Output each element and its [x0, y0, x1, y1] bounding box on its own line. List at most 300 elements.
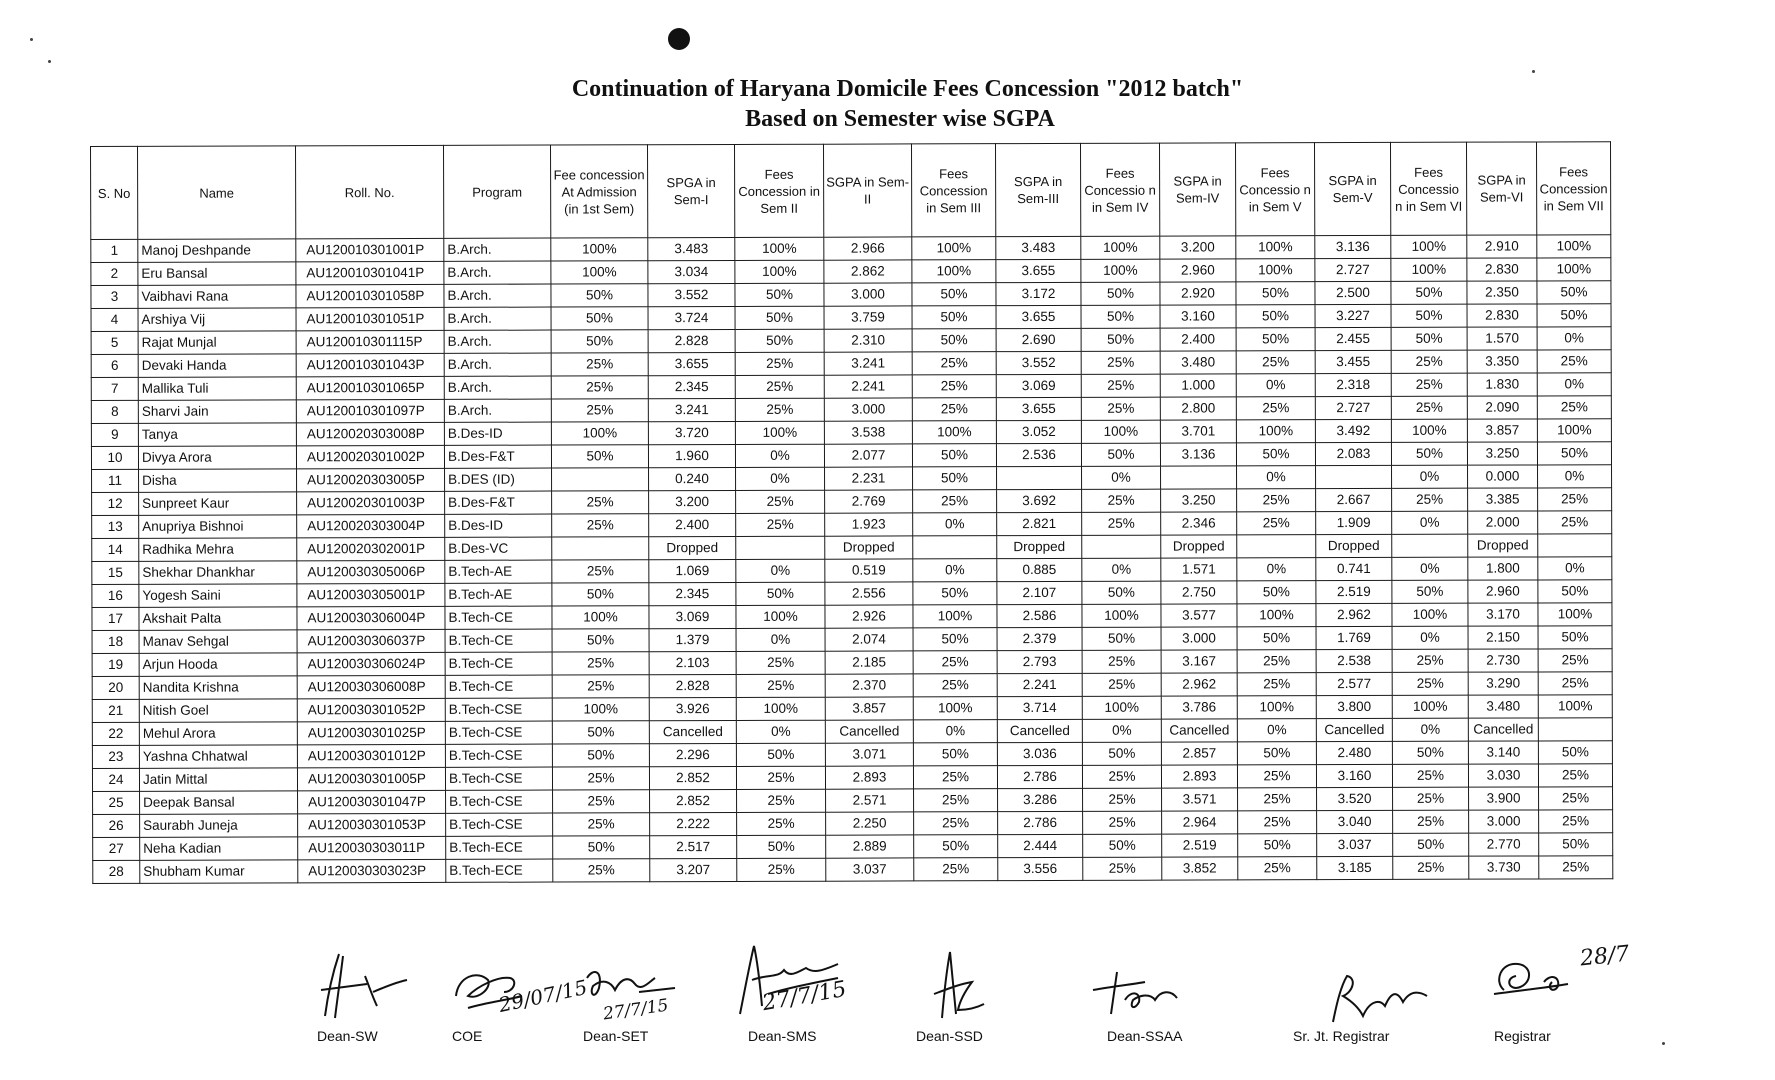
sgpa-sem6-cell: 3.140 [1468, 741, 1538, 764]
column-header: Fees Concession in Sem VII [1536, 142, 1610, 235]
sgpa-sem5-cell: 3.227 [1315, 304, 1391, 327]
program-cell: B.Arch. [444, 238, 551, 261]
sgpa-sem5-cell: 2.083 [1315, 442, 1391, 465]
sgpa-sem4-cell: 3.852 [1162, 857, 1238, 880]
roll-number-cell: AU120030305006P [297, 560, 445, 583]
concession-sem6-cell: 50% [1391, 327, 1467, 350]
concession-sem7-cell: 25% [1538, 511, 1612, 534]
roll-number-cell: AU120030306004P [297, 606, 445, 629]
concession-sem7-cell: 25% [1538, 649, 1612, 672]
concession-sem4-cell: 50% [1082, 581, 1161, 604]
signature-date: 28/7 [1578, 941, 1631, 972]
sgpa-sem6-cell: 3.730 [1469, 856, 1539, 879]
concession-sem2-cell: 50% [736, 582, 825, 605]
sgpa-sem4-cell: 3.577 [1161, 604, 1237, 627]
concession-sem2-cell: 25% [737, 812, 826, 835]
sgpa-sem2-cell: 3.071 [825, 743, 913, 766]
sgpa-sem4-cell: 3.160 [1160, 305, 1236, 328]
name-cell: Mallika Tuli [138, 377, 296, 400]
admission-concession-cell [552, 468, 649, 491]
sgpa-sem5-cell: 2.727 [1315, 258, 1391, 281]
concession-sem3-cell: 50% [914, 835, 998, 858]
concession-sem6-cell: 25% [1392, 488, 1468, 511]
name-cell: Yogesh Saini [139, 584, 297, 607]
concession-sem7-cell: 100% [1537, 419, 1611, 442]
sgpa-sem3-cell: 3.036 [997, 742, 1082, 765]
concession-sem3-cell: 50% [913, 582, 997, 605]
sgpa-sem6-cell: 2.730 [1468, 649, 1538, 672]
concession-sem6-cell: 50% [1392, 580, 1468, 603]
concession-sem7-cell: 50% [1538, 626, 1612, 649]
sgpa-sem3-cell: 2.379 [997, 627, 1082, 650]
program-cell: B.Des-ID [445, 514, 552, 537]
sgpa-sem3-cell: 2.536 [996, 443, 1081, 466]
concession-sem6-cell: 25% [1391, 350, 1467, 373]
roll-number-cell: AU120020303008P [296, 422, 444, 445]
sgpa-sem6-cell: 2.090 [1467, 396, 1537, 419]
concession-sem4-cell: 25% [1082, 489, 1161, 512]
sgpa-sem5-cell: 1.769 [1316, 626, 1392, 649]
sgpa-sem3-cell: Cancelled [997, 719, 1082, 742]
concession-sem2-cell: 25% [737, 789, 826, 812]
signature-label: Dean-SW [317, 1028, 378, 1044]
sgpa-sem4-cell: 3.167 [1161, 650, 1237, 673]
sgpa-sem5-cell: 3.520 [1317, 787, 1393, 810]
admission-concession-cell: 25% [552, 491, 649, 514]
sgpa-sem3-cell: 2.786 [998, 811, 1083, 834]
sgpa-sem2-cell: 2.310 [824, 329, 912, 352]
sgpa-sem1-cell: 2.345 [648, 375, 735, 398]
roll-number-cell: AU120020303005P [297, 468, 445, 491]
concession-sem5-cell: 100% [1237, 604, 1316, 627]
sgpa-sem2-cell: 3.037 [826, 858, 914, 881]
serial-cell: 9 [91, 423, 138, 446]
column-header: SGPA in Sem-IV [1159, 143, 1235, 236]
concession-sem6-cell: 50% [1391, 281, 1467, 304]
signature-dean-set [583, 995, 670, 1044]
serial-cell: 8 [91, 400, 138, 423]
concession-sem5-cell: 25% [1236, 351, 1315, 374]
concession-sem5-cell: 25% [1238, 857, 1317, 880]
admission-concession-cell: 50% [552, 583, 649, 606]
sgpa-sem1-cell: 2.852 [650, 789, 737, 812]
signature-label: Dean-SMS [748, 1028, 817, 1044]
concession-sem4-cell: 25% [1081, 351, 1160, 374]
sgpa-sem6-cell: 2.960 [1468, 580, 1538, 603]
sgpa-sem3-cell: 2.241 [997, 673, 1082, 696]
signature-scribble-icon [307, 946, 417, 1026]
sgpa-sem4-cell: Cancelled [1161, 719, 1237, 742]
program-cell: B.Tech-AE [445, 583, 552, 606]
concession-sem4-cell: 50% [1082, 742, 1161, 765]
ink-blot-mark [668, 28, 690, 50]
concession-sem3-cell: 25% [913, 674, 997, 697]
sgpa-sem4-cell: 2.960 [1160, 259, 1236, 282]
concession-sem5-cell: 50% [1236, 328, 1315, 351]
roll-number-cell: AU120030306024P [297, 652, 445, 675]
roll-number-cell: AU120010301065P [296, 376, 444, 399]
sgpa-sem2-cell: 2.862 [824, 260, 912, 283]
concession-sem7-cell: 0% [1537, 373, 1611, 396]
concession-sem6-cell: 25% [1392, 649, 1468, 672]
sgpa-sem3-cell: 0.885 [997, 558, 1082, 581]
sgpa-sem2-cell: 2.769 [825, 490, 913, 513]
sgpa-sem6-cell: 3.000 [1469, 810, 1539, 833]
name-cell: Manoj Deshpande [138, 239, 296, 262]
sgpa-sem3-cell: 3.714 [997, 696, 1082, 719]
concession-sem2-cell: 25% [736, 490, 825, 513]
concession-sem5-cell: 0% [1237, 719, 1316, 742]
concession-sem6-cell: 25% [1393, 856, 1469, 879]
admission-concession-cell: 50% [551, 330, 648, 353]
sgpa-sem1-cell: 3.200 [649, 490, 736, 513]
sgpa-sem5-cell: 2.538 [1316, 649, 1392, 672]
roll-number-cell: AU120030301053P [298, 813, 446, 836]
sgpa-sem5-cell: Cancelled [1316, 718, 1392, 741]
concession-sem3-cell: 25% [912, 398, 996, 421]
signature-label: Registrar [1494, 1028, 1551, 1044]
sgpa-sem5-cell: 0.741 [1316, 557, 1392, 580]
sgpa-sem3-cell [997, 466, 1082, 489]
serial-cell: 3 [91, 285, 138, 308]
sgpa-sem2-cell: 2.556 [825, 582, 913, 605]
program-cell: B.Arch. [444, 261, 551, 284]
sgpa-sem2-cell: 2.926 [825, 605, 913, 628]
sgpa-sem3-cell: 2.786 [997, 765, 1082, 788]
document-subtitle: Based on Semester wise SGPA [745, 106, 1055, 132]
sgpa-sem2-cell: 3.000 [824, 283, 912, 306]
sgpa-sem3-cell: 3.556 [998, 857, 1083, 880]
name-cell: Neha Kadian [140, 837, 298, 860]
admission-concession-cell: 25% [552, 560, 649, 583]
concession-sem2-cell: 25% [736, 674, 825, 697]
sgpa-sem1-cell: Dropped [649, 536, 736, 559]
admission-concession-cell: 25% [553, 859, 650, 882]
concession-sem2-cell: 25% [736, 513, 825, 536]
sgpa-sem1-cell: 2.222 [650, 812, 737, 835]
serial-cell: 6 [91, 354, 138, 377]
concession-sem6-cell: 0% [1392, 718, 1468, 741]
concession-sem5-cell: 50% [1237, 627, 1316, 650]
signature-sr-jt-registrar [1293, 1028, 1389, 1044]
sgpa-sem3-cell: 2.690 [996, 328, 1081, 351]
signature-date: 29/07/15 [496, 974, 590, 1018]
concession-sem3-cell: 50% [912, 283, 996, 306]
roll-number-cell: AU120010301041P [296, 261, 444, 284]
sgpa-sem4-cell: 2.800 [1160, 397, 1236, 420]
signature-coe [452, 974, 590, 1044]
sgpa-sem3-cell: 3.069 [996, 374, 1081, 397]
concession-sem4-cell: 0% [1082, 558, 1161, 581]
signature-dean-ssd [916, 1028, 983, 1044]
roll-number-cell: AU120010301001P [296, 238, 444, 261]
sgpa-sem2-cell: 2.074 [825, 628, 913, 651]
sgpa-sem2-cell: 2.571 [826, 789, 914, 812]
concession-sem7-cell: 50% [1537, 442, 1611, 465]
roll-number-cell: AU120030303011P [298, 836, 446, 859]
sgpa-sem1-cell: 1.379 [649, 628, 736, 651]
sgpa-sem6-cell: 2.910 [1467, 235, 1537, 258]
signature-label: Sr. Jt. Registrar [1293, 1028, 1390, 1044]
admission-concession-cell: 50% [552, 744, 649, 767]
sgpa-sem1-cell: 2.828 [649, 674, 736, 697]
concession-sem7-cell: 25% [1539, 810, 1613, 833]
sgpa-sem6-cell: 3.857 [1467, 419, 1537, 442]
sgpa-sem6-cell: 2.770 [1469, 833, 1539, 856]
concession-sem6-cell: 50% [1393, 833, 1469, 856]
concession-sem6-cell: 100% [1391, 419, 1467, 442]
admission-concession-cell: 50% [552, 721, 649, 744]
name-cell: Disha [139, 469, 297, 492]
concession-sem5-cell: 25% [1237, 512, 1316, 535]
concession-sem5-cell: 50% [1238, 834, 1317, 857]
concession-sem7-cell: 0% [1538, 465, 1612, 488]
serial-cell: 10 [91, 446, 138, 469]
column-header: SGPA in Sem-III [995, 143, 1080, 236]
concession-sem6-cell: 0% [1392, 626, 1468, 649]
concession-sem3-cell: 50% [912, 444, 996, 467]
concession-sem3-cell: 25% [912, 352, 996, 375]
concession-sem4-cell: 100% [1081, 420, 1160, 443]
concession-sem5-cell: 100% [1236, 420, 1315, 443]
concession-sem3-cell: 50% [912, 306, 996, 329]
admission-concession-cell: 50% [551, 445, 648, 468]
admission-concession-cell: 25% [551, 353, 648, 376]
admission-concession-cell: 100% [552, 698, 649, 721]
sgpa-sem1-cell: 3.034 [648, 260, 735, 283]
admission-concession-cell: 50% [552, 629, 649, 652]
sgpa-sem4-cell: 1.000 [1160, 374, 1236, 397]
roll-number-cell: AU120030301005P [297, 767, 445, 790]
serial-cell: 25 [93, 791, 140, 814]
admission-concession-cell [552, 537, 649, 560]
sgpa-sem4-cell: 3.480 [1160, 351, 1236, 374]
signature-label: COE [452, 1028, 483, 1044]
concession-sem7-cell: 0% [1537, 327, 1611, 350]
sgpa-sem5-cell: 1.909 [1316, 511, 1392, 534]
sgpa-sem2-cell: Dropped [825, 536, 913, 559]
sgpa-sem3-cell: 3.483 [996, 236, 1081, 259]
serial-cell: 22 [92, 722, 139, 745]
sgpa-sem3-cell: 3.052 [996, 420, 1081, 443]
sgpa-sem6-cell: 3.030 [1468, 764, 1538, 787]
sgpa-sem5-cell: 2.318 [1315, 373, 1391, 396]
concession-sem6-cell: 100% [1392, 695, 1468, 718]
sgpa-sem3-cell: 3.655 [996, 259, 1081, 282]
concession-sem3-cell: 50% [913, 467, 997, 490]
concession-sem2-cell: 100% [735, 421, 824, 444]
concession-sem7-cell: 25% [1538, 764, 1612, 787]
sgpa-sem1-cell: 2.828 [648, 329, 735, 352]
column-header: SGPA in Sem-V [1314, 142, 1390, 235]
program-cell: B.Tech-CSE [446, 813, 553, 836]
name-cell: Deepak Bansal [140, 791, 298, 814]
name-cell: Nandita Krishna [139, 676, 297, 699]
serial-cell: 17 [92, 607, 139, 630]
sgpa-sem6-cell: 2.150 [1468, 626, 1538, 649]
serial-cell: 5 [91, 331, 138, 354]
sgpa-sem5-cell: 2.667 [1316, 488, 1392, 511]
program-cell: B.Des-F&T [444, 445, 551, 468]
sgpa-sem5-cell: 3.492 [1315, 419, 1391, 442]
signature-dean-ssaa [1107, 1028, 1182, 1044]
program-cell: B.Tech-CSE [445, 721, 552, 744]
sgpa-sem6-cell: 2.350 [1467, 281, 1537, 304]
sgpa-sem2-cell: 2.889 [826, 835, 914, 858]
roll-number-cell: AU120010301058P [296, 284, 444, 307]
program-cell: B.Tech-CSE [446, 790, 553, 813]
admission-concession-cell: 25% [552, 767, 649, 790]
sgpa-sem1-cell: 3.483 [648, 237, 735, 260]
concession-sem4-cell: 25% [1081, 374, 1160, 397]
sgpa-sem3-cell: 3.552 [996, 351, 1081, 374]
sgpa-sem6-cell: 3.385 [1468, 488, 1538, 511]
admission-concession-cell: 50% [551, 284, 648, 307]
sgpa-sem5-cell: 3.185 [1317, 856, 1393, 879]
name-cell: Shekhar Dhankhar [139, 561, 297, 584]
sgpa-sem4-cell: 2.750 [1161, 581, 1237, 604]
roll-number-cell: AU120030301025P [297, 721, 445, 744]
concession-sem6-cell: 100% [1392, 603, 1468, 626]
sgpa-sem6-cell: 3.290 [1468, 672, 1538, 695]
concession-sem4-cell: 50% [1083, 834, 1162, 857]
sgpa-sem3-cell: 2.586 [997, 604, 1082, 627]
serial-cell: 21 [92, 699, 139, 722]
sgpa-sem2-cell: 2.241 [824, 375, 912, 398]
concession-sem5-cell: 0% [1237, 466, 1316, 489]
serial-cell: 2 [91, 262, 138, 285]
signature-scribble-icon [1085, 960, 1205, 1030]
sgpa-sem3-cell: 3.172 [996, 282, 1081, 305]
name-cell: Nitish Goel [139, 699, 297, 722]
name-cell: Arshiya Vij [138, 308, 296, 331]
program-cell: B.Arch. [444, 307, 551, 330]
sgpa-sem6-cell: 3.170 [1468, 603, 1538, 626]
signature-dean-sms [748, 976, 849, 1044]
sgpa-sem5-cell [1316, 465, 1392, 488]
concession-sem6-cell: 25% [1391, 396, 1467, 419]
name-cell: Yashna Chhatwal [139, 745, 297, 768]
sgpa-sem2-cell: 3.538 [824, 421, 912, 444]
concession-sem2-cell: 100% [735, 260, 824, 283]
concession-sem5-cell: 25% [1237, 673, 1316, 696]
name-cell: Shubham Kumar [140, 860, 298, 883]
concession-sem2-cell: 0% [735, 444, 824, 467]
sgpa-sem4-cell: 3.136 [1160, 443, 1236, 466]
name-cell: Eru Bansal [138, 262, 296, 285]
name-cell: Arjun Hooda [139, 653, 297, 676]
program-cell: B.Tech-CE [445, 652, 552, 675]
serial-cell: 15 [92, 561, 139, 584]
concession-sem3-cell: 100% [912, 421, 996, 444]
concession-sem5-cell: 50% [1237, 581, 1316, 604]
concession-sem6-cell: 50% [1391, 442, 1467, 465]
concession-sem5-cell: 100% [1236, 259, 1315, 282]
concession-sem6-cell [1392, 534, 1468, 557]
roll-number-cell: AU120010301051P [296, 307, 444, 330]
concession-sem5-cell: 50% [1237, 742, 1316, 765]
concession-sem6-cell: 50% [1392, 741, 1468, 764]
concession-sem4-cell: 25% [1082, 650, 1161, 673]
roll-number-cell: AU120030301047P [298, 790, 446, 813]
concession-sem2-cell [736, 536, 825, 559]
sgpa-sem4-cell: 3.250 [1161, 489, 1237, 512]
sgpa-sem2-cell: 3.857 [825, 697, 913, 720]
concession-sem3-cell: 50% [913, 743, 997, 766]
concession-sem2-cell: 100% [735, 237, 824, 260]
column-header: Fees Concessio n in Sem V [1235, 143, 1314, 236]
sgpa-sem5-cell: 2.455 [1315, 327, 1391, 350]
sgpa-sem4-cell: 3.200 [1160, 236, 1236, 259]
table-header [91, 142, 1611, 240]
sgpa-sem1-cell: 3.207 [650, 858, 737, 881]
concession-sem7-cell: 50% [1538, 741, 1612, 764]
program-cell: B.Tech-CE [445, 629, 552, 652]
concession-sem3-cell: 0% [913, 720, 997, 743]
signature-scribble-icon [920, 944, 1000, 1024]
roll-number-cell: AU120030306008P [297, 675, 445, 698]
concession-sem3-cell: 25% [912, 375, 996, 398]
sgpa-sem2-cell: 3.241 [824, 352, 912, 375]
program-cell: B.Arch. [444, 353, 551, 376]
concession-sem6-cell: 0% [1392, 465, 1468, 488]
roll-number-cell: AU120030305001P [297, 583, 445, 606]
concession-sem5-cell [1237, 535, 1316, 558]
serial-cell: 24 [92, 768, 139, 791]
concession-sem4-cell: 25% [1082, 512, 1161, 535]
roll-number-cell: AU120020303004P [297, 514, 445, 537]
column-header: S. No [91, 146, 138, 239]
concession-sem6-cell: 25% [1392, 672, 1468, 695]
concession-sem2-cell: 25% [735, 352, 824, 375]
sgpa-sem3-cell: 2.793 [997, 650, 1082, 673]
name-cell: Jatin Mittal [139, 768, 297, 791]
sgpa-sem3-cell: 3.692 [997, 489, 1082, 512]
sgpa-sem1-cell: 2.517 [650, 835, 737, 858]
concession-sem2-cell: 0% [736, 559, 825, 582]
sgpa-sem6-cell: 3.350 [1467, 350, 1537, 373]
concession-sem7-cell: 25% [1538, 488, 1612, 511]
name-cell: Sunpreet Kaur [139, 492, 297, 515]
concession-sem4-cell: 0% [1082, 466, 1161, 489]
name-cell: Radhika Mehra [139, 538, 297, 561]
concession-sem5-cell: 25% [1236, 397, 1315, 420]
program-cell: B.Tech-ECE [446, 836, 553, 859]
concession-sem3-cell: 100% [912, 260, 996, 283]
concession-sem7-cell: 50% [1538, 580, 1612, 603]
concession-sem4-cell: 50% [1081, 282, 1160, 305]
sgpa-sem4-cell: 3.000 [1161, 627, 1237, 650]
program-cell: B.Tech-CE [445, 675, 552, 698]
admission-concession-cell: 25% [552, 514, 649, 537]
admission-concession-cell: 25% [552, 675, 649, 698]
concession-sem7-cell: 0% [1538, 557, 1612, 580]
sgpa-sem3-cell: Dropped [997, 535, 1082, 558]
sgpa-sem1-cell: 2.296 [649, 743, 736, 766]
serial-cell: 12 [92, 492, 139, 515]
sgpa-sem1-cell: 1.069 [649, 559, 736, 582]
column-header: Fees Concessio n in Sem VI [1390, 142, 1466, 235]
serial-cell: 7 [91, 377, 138, 400]
signature-label: Dean-SET [583, 1028, 649, 1044]
signature-date: 27/7/15 [760, 976, 849, 1017]
sgpa-sem4-cell: 2.893 [1161, 765, 1237, 788]
concession-sem7-cell: 25% [1539, 856, 1613, 879]
table-row [93, 856, 1613, 884]
admission-concession-cell: 25% [551, 399, 648, 422]
concession-sem5-cell: 50% [1236, 282, 1315, 305]
serial-cell: 28 [93, 860, 140, 883]
